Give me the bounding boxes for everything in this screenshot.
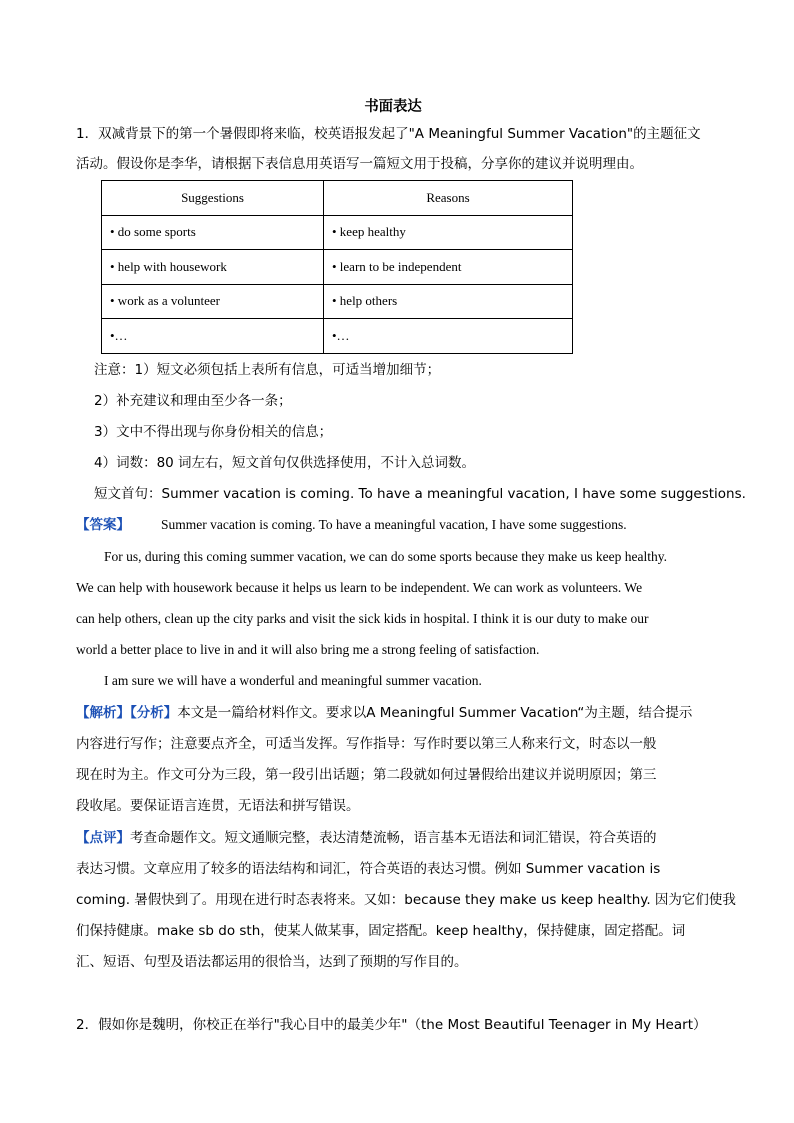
note-line: 4）词数：80 词左右，短文首句仅供选择使用，不计入总词数。 xyxy=(94,455,476,471)
note-line: 注意：1）短文必须包括上表所有信息，可适当增加细节； xyxy=(94,362,441,378)
table-cell: •… xyxy=(324,319,573,354)
comment-text: 考查命题作文。短文通顺完整，表达清楚流畅，语言基本无语法和词汇错误，符合英语的 xyxy=(130,830,657,846)
comment-line: 们保持健康。make sb do sth，使某人做某事，固定搭配。keep healthy，保持健康，固定搭配。词 xyxy=(76,923,686,939)
suggestions-table xyxy=(101,180,573,354)
table-cell: • work as a volunteer xyxy=(102,284,324,319)
table-cell: • learn to be independent xyxy=(324,250,573,285)
comment-line: coming. 暑假快到了。用现在进行时态表将来。又如：because they make us keep healthy. 因为它们使我 xyxy=(76,892,736,908)
analysis-text: 本文是一篇给材料作文。要求以A Meaningful Summer Vacation“为主题，结合提示 xyxy=(177,705,693,721)
comment-line: 表达习惯。文章应用了较多的语法结构和词汇，符合英语的表达习惯。例如 Summer vacation is xyxy=(76,861,661,877)
analysis-line xyxy=(76,704,692,722)
comment-line xyxy=(76,829,657,847)
question-1-prompt-line1 xyxy=(76,125,701,143)
question-1-prompt-text: 双减背景下的第一个暑假即将来临，校英语报发起了"A Meaningful Summer Vacation"的主题征文 xyxy=(98,126,701,142)
question-2-prompt-line1 xyxy=(76,1016,706,1034)
comment-line: 汇、短语、句型及语法都运用的很恰当，达到了预期的写作目的。 xyxy=(76,954,468,970)
table-header-cell: Reasons xyxy=(324,181,573,216)
question-1-prompt-line2: 活动。假设你是李华，请根据下表信息用英语写一篇短文用于投稿，分享你的建议并说明理由。 xyxy=(76,156,643,172)
note-line: 3）文中不得出现与你身份相关的信息； xyxy=(94,424,333,440)
answer-line: world a better place to live in and it will also bring me a strong feeling of satisfaction. xyxy=(76,642,540,657)
table-cell: • help others xyxy=(324,284,573,319)
table-cell: • help with housework xyxy=(102,250,324,285)
table-row xyxy=(102,319,573,354)
section-title: 书面表达 xyxy=(364,99,422,115)
note-line: 2）补充建议和理由至少各一条； xyxy=(94,393,292,409)
note-line: 短文首句：Summer vacation is coming. To have a meaningful vacation, I have some suggestions. xyxy=(94,486,746,502)
table-cell: • do some sports xyxy=(102,215,324,250)
table-row xyxy=(102,284,573,319)
analysis-line: 段收尾。要保证语言连贯，无语法和拼写错误。 xyxy=(76,798,360,814)
analysis-subtag: 【分析】 xyxy=(130,705,178,721)
answer-line: I am sure we will have a wonderful and meaningful summer vacation. xyxy=(104,673,482,688)
table-cell: •… xyxy=(102,319,324,354)
answer-first-line: Summer vacation is coming. To have a meaningful vacation, I have some suggestions. xyxy=(161,517,627,532)
analysis-line: 现在时为主。作文可分为三段，第一段引出话题；第二段就如何过暑假给出建议并说明原因；第三 xyxy=(76,767,657,783)
table-header-row xyxy=(102,181,573,216)
analysis-tag: 【解析】 xyxy=(76,705,130,721)
question-2-number: 2． xyxy=(76,1017,99,1033)
question-2-prompt-text: 假如你是魏明，你校正在举行"我心目中的最美少年"（the Most Beautiful Teenager in My Heart） xyxy=(98,1017,707,1033)
table-row xyxy=(102,215,573,250)
answer-tag: 【答案】 xyxy=(76,517,130,533)
answer-line: can help others, clean up the city parks and visit the sick kids in hospital. I think it is our duty to make our xyxy=(76,611,649,626)
question-1-number: 1． xyxy=(76,126,99,142)
analysis-line: 内容进行写作；注意要点齐全，可适当发挥。写作指导：写作时要以第三人称来行文，时态以一般 xyxy=(76,736,657,752)
answer-line: We can help with housework because it helps us learn to be independent. We can work as volunteers. We xyxy=(76,580,643,595)
table-cell: • keep healthy xyxy=(324,215,573,250)
table-header-cell: Suggestions xyxy=(102,181,324,216)
comment-tag: 【点评】 xyxy=(76,830,130,846)
answer-line: For us, during this coming summer vacation, we can do some sports because they make us keep healthy. xyxy=(104,549,667,564)
table-row xyxy=(102,250,573,285)
